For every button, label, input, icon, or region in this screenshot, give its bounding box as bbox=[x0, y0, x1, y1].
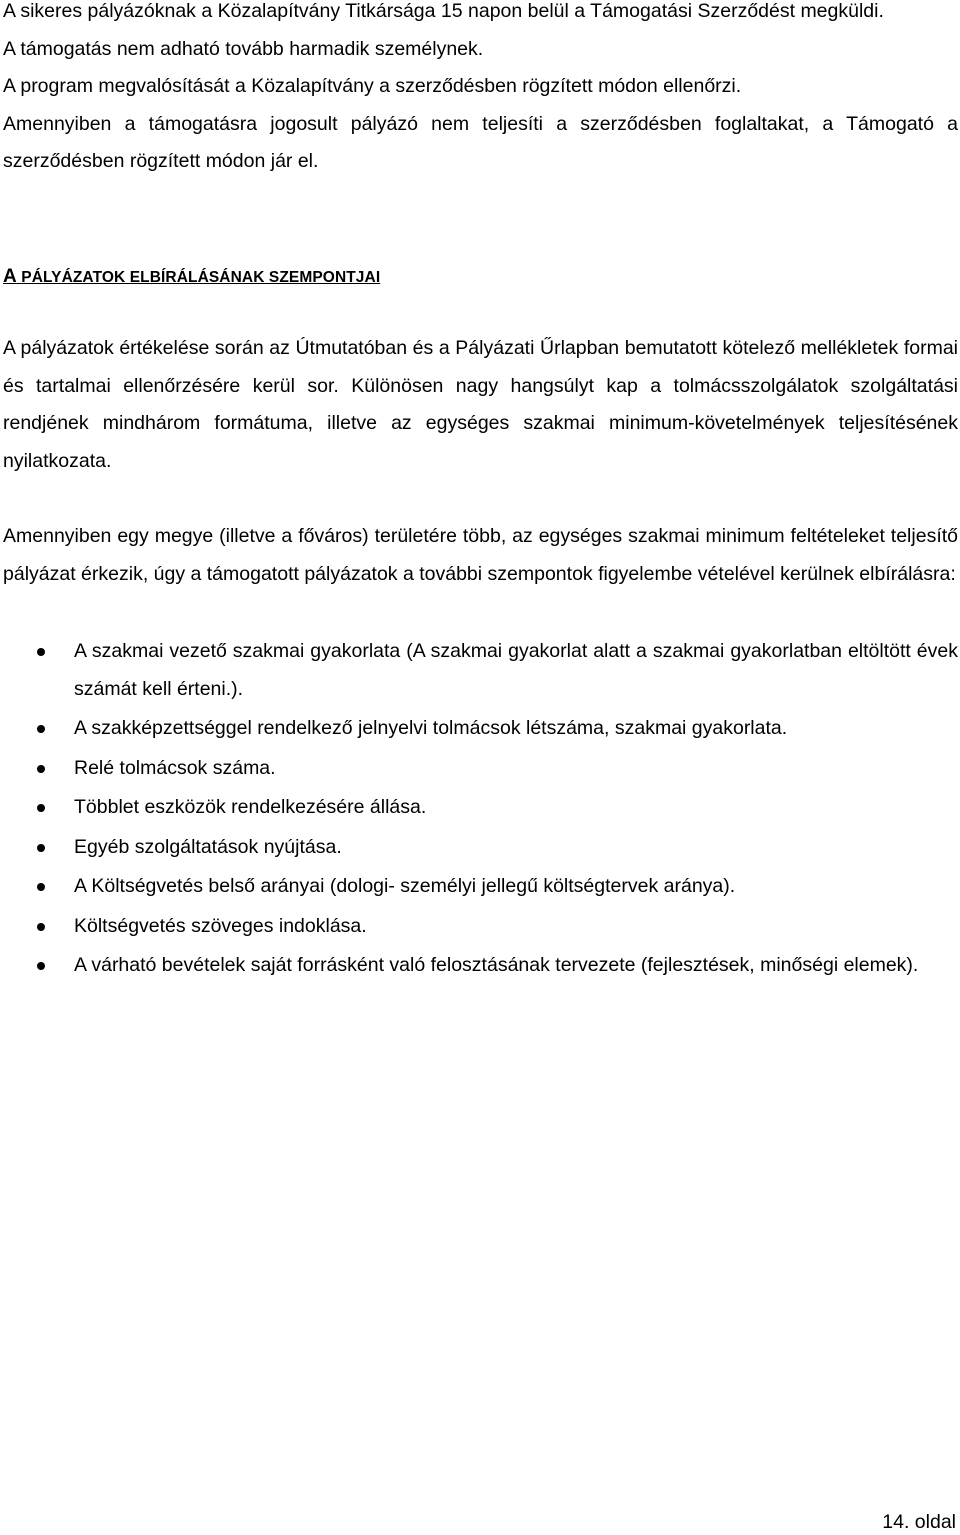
list-item-text: Egyéb szolgáltatások nyújtása. bbox=[74, 835, 342, 858]
criteria-list bbox=[3, 633, 958, 987]
list-item-text: Relé tolmácsok száma. bbox=[74, 756, 276, 779]
criteria-intro-paragraph: Amennyiben egy megye (illetve a főváros) területére több, az egységes szakmai minimum feltételeket teljesítő pályázat érkezik, úgy a támogatott pályázatok a további szempontok figyelembe vételével kerülnek elbírálásra: bbox=[3, 525, 958, 585]
list-item bbox=[3, 750, 958, 788]
bullet-icon bbox=[37, 962, 45, 970]
list-item bbox=[3, 633, 958, 708]
list-item bbox=[3, 908, 958, 946]
bullet-icon bbox=[37, 883, 45, 891]
bullet-icon bbox=[37, 765, 45, 773]
bullet-icon bbox=[37, 804, 45, 812]
intro-block bbox=[3, 0, 958, 181]
intro-paragraph-4: Amennyiben a támogatásra jogosult pályázó nem teljesíti a szerződésben foglaltakat, a Támogató a szerződésben rögzített módon jár el. bbox=[3, 112, 958, 172]
list-item-text: A Költségvetés belső arányai (dologi- személyi jellegű költségtervek aránya). bbox=[74, 875, 736, 897]
intro-paragraph-1: A sikeres pályázóknak a Közalapítvány Titkársága 15 napon belül a Támogatási Szerződést megküldi. bbox=[3, 0, 884, 22]
section-heading-text: PÁLYÁZATOK ELBÍRÁLÁSÁNAK SZEMPONTJAI bbox=[21, 269, 381, 286]
list-item bbox=[3, 710, 958, 748]
list-item bbox=[3, 947, 958, 985]
intro-paragraph-3: A program megvalósítását a Közalapítvány a szerződésben rögzített módon ellenőrzi. bbox=[3, 75, 742, 97]
intro-paragraph-2: A támogatás nem adható tovább harmadik személynek. bbox=[3, 37, 484, 60]
evaluation-paragraph: A pályázatok értékelése során az Útmutatóban és a Pályázati Űrlapban bemutatott kötelező mellékletek formai és tartalmai ellenőrzésére kerül sor. Különösen nagy hangsúlyt kap a tolmácsszolgálatok szolgáltatási rendjének mindhárom formátuma, illetve az egységes szakmai minimum-követelmények teljesítésének nyilatkozata. bbox=[3, 337, 958, 472]
section-heading-initial: A bbox=[3, 266, 17, 287]
list-item bbox=[3, 829, 958, 867]
list-item bbox=[3, 868, 958, 906]
bullet-icon bbox=[37, 725, 45, 733]
section-heading bbox=[3, 262, 380, 293]
bullet-icon bbox=[37, 923, 45, 931]
list-item-text: A szakmai vezető szakmai gyakorlata (A szakmai gyakorlat alatt a szakmai gyakorlatban eltöltött évek számát kell érteni.). bbox=[74, 640, 958, 700]
list-item-text: A szakképzettséggel rendelkező jelnyelvi tolmácsok létszáma, szakmai gyakorlata. bbox=[74, 717, 788, 739]
list-item-text: A várható bevételek saját forrásként való felosztásának tervezete (fejlesztések, minőségi elemek). bbox=[74, 954, 919, 976]
list-item bbox=[3, 789, 958, 827]
page-number: 14. oldal bbox=[882, 1511, 956, 1533]
list-item-text: Költségvetés szöveges indoklása. bbox=[74, 914, 367, 937]
list-item-text: Többlet eszközök rendelkezésére állása. bbox=[74, 796, 427, 818]
bullet-icon bbox=[37, 844, 45, 852]
bullet-icon bbox=[37, 648, 45, 656]
